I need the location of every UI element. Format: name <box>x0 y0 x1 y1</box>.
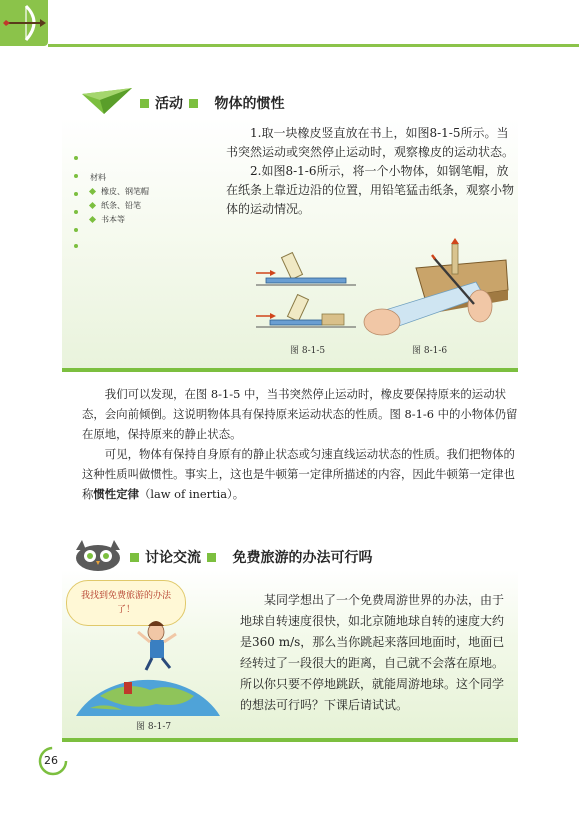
owl-icon <box>68 538 128 572</box>
materials-item <box>90 214 125 225</box>
body-text <box>82 384 518 504</box>
materials-item <box>90 186 149 197</box>
page-number: 26 <box>44 754 58 767</box>
heading-square <box>189 99 198 108</box>
discussion-title: 免费旅游的办法可行吗 <box>232 550 373 566</box>
activity-step-1: 1.取一块橡皮竖直放在书上，如图8-1-5所示。当书突然运动或突然停止运动时，观察橡皮的运动状态。 <box>226 126 515 159</box>
inertia-law-term: 惯性定律 <box>93 487 139 501</box>
body-paragraph-2-end: （law of inertia）。 <box>138 487 245 501</box>
bullet-dot <box>74 192 78 196</box>
diamond-bullet <box>89 188 96 195</box>
activity-step-2: 2.如图8-1-6所示，将一个小物体，如钢笔帽，放在纸条上靠近边沿的位置，用铅笔猛击纸条，观察小物体的运动情况。 <box>226 164 515 216</box>
figure-8-1-6-illustration <box>356 238 514 342</box>
paper-plane-icon <box>82 86 134 116</box>
body-paragraph-2-start: 可见，物体有保持自身原有的静止状态或匀速直线运动状态的性质。我们把物体的这种性质叫做惯性。事实上，这也是牛顿第一定律所描述的内容，因此牛顿第一定律也称 <box>82 447 515 501</box>
speech-bubble-text: 我找到免费旅游的办法了！ <box>80 591 171 615</box>
body-paragraph-2 <box>82 444 518 504</box>
diamond-bullet <box>89 216 96 223</box>
figure-8-1-6-caption: 图 8-1-6 <box>412 346 448 356</box>
materials-item <box>90 200 141 211</box>
header-tab <box>0 0 48 46</box>
heading-square <box>140 99 149 108</box>
discussion-tag: 讨论交流 <box>145 550 201 566</box>
heading-square <box>130 553 139 562</box>
bow-arrow-icon <box>0 0 48 46</box>
heading-square <box>207 553 216 562</box>
figure-8-1-7-illustration <box>70 612 220 716</box>
header-rule <box>48 44 579 47</box>
figure-8-1-5-caption: 图 8-1-5 <box>290 346 326 356</box>
bullet-dot <box>74 244 78 248</box>
bullet-dot <box>74 228 78 232</box>
materials-box <box>62 140 212 252</box>
materials-item-text: 纸条、铅笔 <box>101 201 141 210</box>
materials-item-text: 橡皮、钢笔帽 <box>101 187 149 196</box>
bullet-dot <box>74 174 78 178</box>
activity-tag: 活动 <box>155 96 183 112</box>
bullet-dot <box>74 156 78 160</box>
discussion-heading <box>124 547 372 567</box>
activity-text <box>226 124 516 219</box>
diamond-bullet <box>89 202 96 209</box>
bullet-dot <box>74 210 78 214</box>
discussion-text: 某同学想出了一个免费周游世界的办法，由于地球自转速度很快，如北京随地球自转的速度大约是360 m/s，那么当你跳起来落回地面时，地面已经转过了一段很大的距离，自己就不会落在原地。所以你只要不停地跳跃，就能周游地球。这个同学的想法可行吗？下课后请试试。 <box>240 593 505 712</box>
materials-label: 材料 <box>90 173 106 182</box>
activity-heading <box>134 93 284 113</box>
materials-item-text: 书本等 <box>101 215 125 224</box>
figure-8-1-5-illustration <box>256 244 356 330</box>
activity-title: 物体的惯性 <box>214 96 285 112</box>
body-paragraph-1: 我们可以发现，在图 8-1-5 中，当书突然停止运动时，橡皮要保持原来的运动状态，会向前倾倒。这说明物体具有保持原来运动状态的性质。图 8-1-6 中的小物体仍留在原地，保持原来的静止状态。 <box>82 387 518 441</box>
figure-8-1-7-caption: 图 8-1-7 <box>136 722 172 732</box>
